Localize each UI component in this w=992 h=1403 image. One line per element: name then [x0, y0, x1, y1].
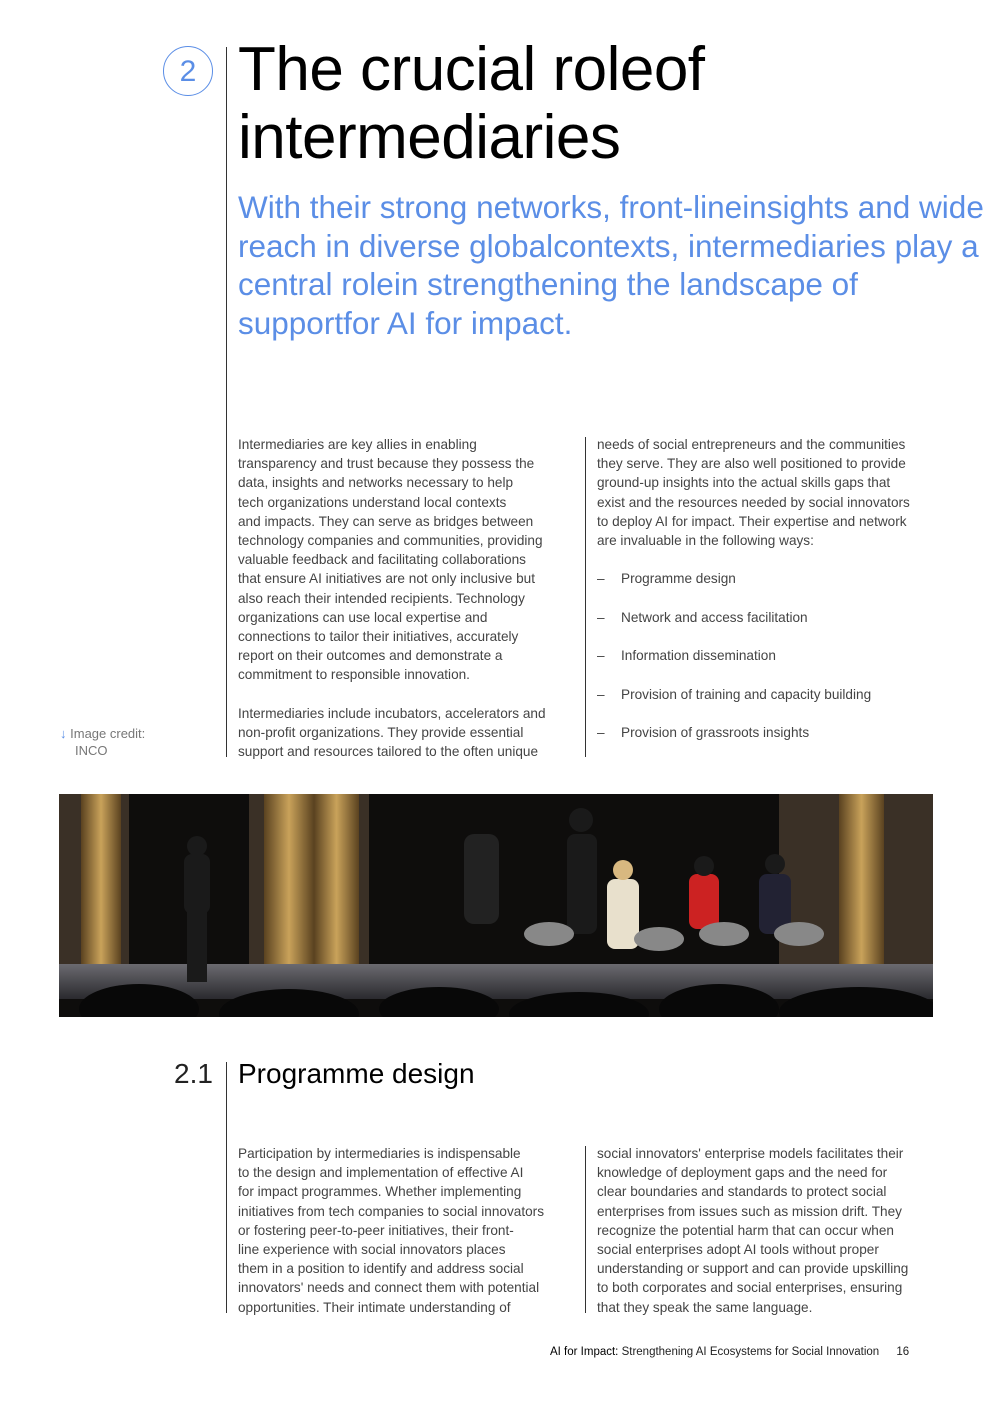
text-line: social enterprises adopt AI tools without proper [597, 1242, 879, 1258]
column-divider [585, 1146, 586, 1313]
bullet-text: Provision of training and capacity building [621, 686, 872, 702]
stage-photo-illustration [59, 794, 933, 1017]
section-right-column [597, 1144, 908, 1317]
image-credit-source: INCO [75, 743, 108, 758]
text-line: transparency and trust because they possess the [238, 456, 535, 472]
text-line: to both corporates and social enterprises, ensuring [597, 1280, 903, 1296]
text-line: support and resources tailored to the often unique [238, 744, 539, 760]
section-number: 2.1 [174, 1058, 213, 1089]
page-number: 16 [896, 1346, 910, 1358]
text-line: tech organizations understand local contexts [238, 494, 507, 510]
text-line: exist and the resources needed by social innovators [597, 494, 910, 510]
stage-photo [59, 794, 933, 1017]
text-line: connections to tailor their initiatives, accurately [238, 629, 519, 645]
chapter-divider-line [226, 47, 227, 757]
text-line [238, 685, 546, 704]
text-line: contexts, intermediaries play a central role [238, 227, 979, 302]
text-line: Intermediaries are key allies in enabling [238, 437, 477, 452]
dash: – [597, 648, 605, 664]
dash: – [597, 571, 605, 586]
image-credit-label: Image credit: [70, 726, 146, 741]
text-line: With their strong networks, front-line [238, 189, 743, 225]
text-line: opportunities. Their intimate understanding of [238, 1299, 511, 1315]
text-line: recognize the potential harm that can occur when [597, 1222, 894, 1238]
list-item [597, 646, 871, 685]
text-line: also reach their intended recipients. Technology [238, 590, 525, 606]
arrow-down-icon: ↓ [60, 726, 67, 741]
text-line: that ensure AI initiatives are not only inclusive but [238, 571, 535, 587]
text-line: data, insights and networks necessary to help [238, 475, 514, 491]
text-line: insights and wide reach in diverse global [238, 189, 984, 264]
text-line: social innovators' enterprise models facilitates their [597, 1146, 904, 1161]
text-line: organizations can use local expertise and [238, 609, 488, 625]
chapter-number-badge: 2 [163, 46, 213, 96]
list-item [597, 723, 871, 762]
dash: – [597, 725, 605, 741]
dash: – [597, 686, 605, 702]
text-line: ground-up insights into the actual skills gaps that [597, 475, 891, 491]
bullet-text: Provision of grassroots insights [621, 725, 810, 741]
chapter-title [238, 36, 992, 172]
text-line: technology companies and communities, providing [238, 533, 543, 549]
text-line: innovators' needs and connect them with potential [238, 1280, 540, 1296]
text-line: needs of social entrepreneurs and the communities [597, 437, 906, 452]
text-line: line experience with social innovators places [238, 1242, 506, 1258]
ways-list [597, 569, 871, 762]
section-left-column [238, 1144, 544, 1317]
text-line: for AI for impact. [343, 304, 573, 341]
text-line: for impact programmes. Whether implementing [238, 1184, 522, 1200]
text-line: valuable feedback and facilitating collaborations [238, 552, 526, 568]
text-line: or fostering peer-to-peer initiatives, their front- [238, 1222, 514, 1238]
footer-report-subtitle: Strengthening AI Ecosystems for Social Innovation [618, 1346, 880, 1358]
text-line: Participation by intermediaries is indispensable [238, 1146, 521, 1161]
bullet-text: Programme design [621, 571, 736, 586]
text-line: in strengthening the landscape of support [238, 266, 858, 341]
text-line: non-profit organizations. They provide essential [238, 725, 524, 741]
text-line: to deploy AI for impact. Their expertise and network [597, 513, 907, 529]
footer [550, 1346, 909, 1358]
text-line: The crucial role [238, 35, 654, 104]
text-line: clear boundaries and standards to protect social [597, 1184, 887, 1200]
image-credit [60, 725, 145, 759]
chapter-subtitle [238, 188, 992, 342]
column-divider [585, 437, 586, 757]
text-line: of intermediaries [238, 35, 705, 172]
bullet-text: Network and access facilitation [621, 609, 808, 625]
text-line: report on their outcomes and demonstrate a [238, 648, 503, 664]
intro-right-column [597, 435, 910, 550]
text-line: enterprises from issues such as mission drift. They [597, 1203, 902, 1219]
text-line: that they speak the same language. [597, 1299, 813, 1315]
intro-left-column [238, 435, 546, 761]
text-line: to the design and implementation of effective AI [238, 1165, 524, 1181]
footer-report-title: AI for Impact: [550, 1346, 619, 1358]
text-line: they serve. They are also well positioned to provide [597, 456, 906, 472]
dash: – [597, 609, 605, 625]
section-title: Programme design [238, 1058, 475, 1089]
list-item [597, 608, 871, 647]
section-divider-line [226, 1062, 227, 1313]
list-item [597, 685, 871, 724]
text-line: and impacts. They can serve as bridges between [238, 513, 534, 529]
text-line: them in a position to identify and address social [238, 1261, 524, 1277]
text-line: understanding or support and can provide upskilling [597, 1261, 909, 1277]
text-line: are invaluable in the following ways: [597, 533, 814, 549]
bullet-text: Information dissemination [621, 648, 776, 664]
list-item [597, 569, 871, 608]
text-line: knowledge of deployment gaps and the need for [597, 1165, 888, 1181]
text-line: initiatives from tech companies to social innovators [238, 1203, 544, 1219]
text-line: commitment to responsible innovation. [238, 667, 470, 683]
text-line: Intermediaries include incubators, accelerators and [238, 705, 546, 721]
